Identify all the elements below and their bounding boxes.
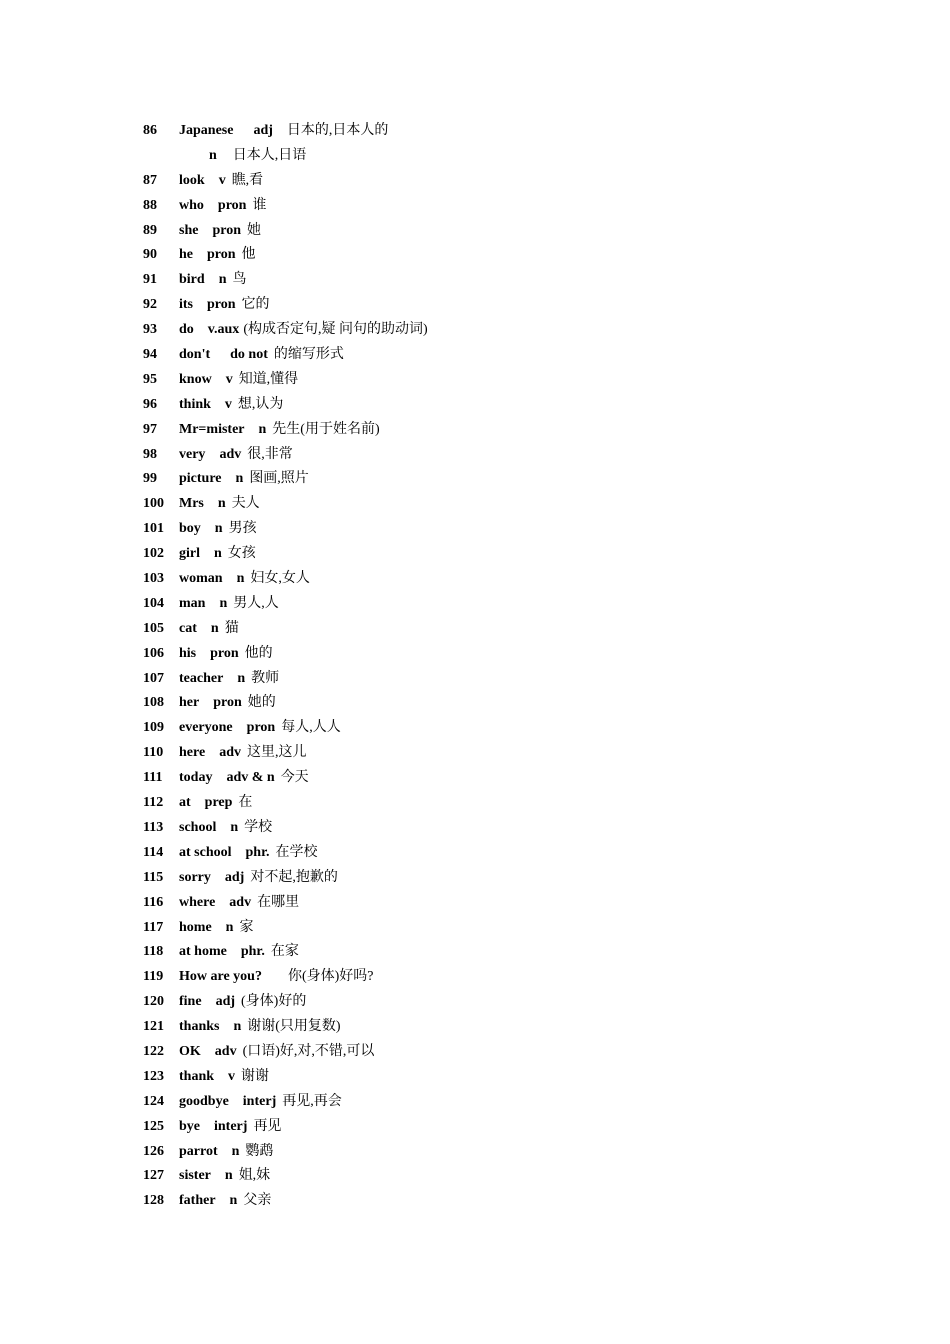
vocab-entry-continuation (143, 144, 923, 169)
vocab-entry (143, 1164, 923, 1189)
entry-word: at school (179, 844, 232, 860)
entry-part-of-speech: n (218, 272, 227, 288)
vocab-entry (143, 219, 923, 244)
vocab-entry (143, 318, 923, 343)
entry-word: very (179, 446, 206, 462)
vocab-entry (143, 990, 923, 1015)
entry-number: 90 (143, 247, 157, 263)
vocab-entry (143, 169, 923, 194)
entry-meaning: 想,认为 (237, 396, 284, 412)
entry-part-of-speech: n (219, 595, 228, 611)
entry-meaning: 谢谢(只用复数) (247, 1019, 341, 1035)
entry-number: 109 (143, 720, 164, 736)
vocab-entry (143, 194, 923, 219)
entry-word: its (179, 297, 193, 313)
entry-part-of-speech: adv (214, 1043, 237, 1059)
entry-number: 95 (143, 371, 157, 387)
entry-meaning: 猫 (224, 620, 239, 636)
entry-meaning: 很,非常 (247, 446, 293, 462)
entry-part-of-speech: prep (204, 795, 233, 811)
entry-part-of-speech: n (233, 1019, 242, 1035)
vocab-entry (143, 667, 923, 692)
entry-part-of-speech: n (217, 496, 226, 512)
entry-number: 100 (143, 496, 164, 512)
entry-word: home (179, 919, 212, 935)
vocab-entry (143, 1015, 923, 1040)
entry-number: 93 (143, 322, 157, 338)
entry-part-of-speech: v.aux (207, 322, 240, 338)
entry-part-of-speech: phr. (240, 944, 265, 960)
entry-word: at (179, 795, 191, 811)
entry-meaning: 她的 (247, 695, 276, 711)
vocab-entry (143, 268, 923, 293)
entry-meaning: 父亲 (243, 1193, 272, 1209)
vocab-entry (143, 940, 923, 965)
entry-word: thank (179, 1068, 215, 1084)
vocab-entry (143, 567, 923, 592)
entry-word: don't (179, 347, 211, 363)
entry-part-of-speech: n (237, 670, 246, 686)
entry-number: 114 (143, 844, 164, 860)
entry-part-of-speech: n (231, 1143, 240, 1159)
entry-meaning: 学校 (244, 819, 273, 835)
vocab-entry (143, 766, 923, 791)
vocab-entry (143, 916, 923, 941)
entry-part-of-speech: pron (217, 197, 247, 213)
entry-part-of-speech: n (229, 1193, 238, 1209)
vocab-entry (143, 443, 923, 468)
entry-word: know (179, 371, 212, 387)
entry-number: 89 (143, 222, 157, 238)
entry-part-of-speech: n (230, 819, 239, 835)
vocab-entry (143, 517, 923, 542)
vocabulary-list (143, 119, 923, 1214)
entry-part-of-speech: adv & n (226, 770, 275, 786)
vocab-entry (143, 542, 923, 567)
entry-number: 119 (143, 969, 164, 985)
entry-meaning: 今天 (280, 770, 309, 786)
entry-part-of-speech: n (209, 147, 217, 163)
entry-number: 124 (143, 1093, 164, 1109)
entry-number: 102 (143, 546, 164, 562)
vocab-entry (143, 393, 923, 418)
entry-part-of-speech: interj (214, 1118, 248, 1134)
entry-word: fine (179, 994, 202, 1010)
entry-meaning: 女孩 (227, 546, 256, 562)
entry-word: boy (179, 521, 201, 537)
entry-part-of-speech: v (224, 396, 232, 412)
entry-word: goodbye (179, 1093, 229, 1109)
entry-part-of-speech: adv (219, 446, 242, 462)
entry-part-of-speech: pron (207, 247, 236, 263)
entry-word: who (179, 197, 204, 213)
entry-number: 127 (143, 1168, 164, 1184)
vocab-entry (143, 1065, 923, 1090)
entry-word: today (179, 770, 213, 786)
entry-part-of-speech: n (225, 919, 234, 935)
entry-meaning: 他的 (244, 645, 273, 661)
entry-word: do (179, 322, 194, 338)
entry-number: 106 (143, 645, 164, 661)
entry-number: 92 (143, 297, 157, 313)
entry-meaning: 他 (241, 247, 256, 263)
entry-meaning: 的缩写形式 (273, 347, 344, 363)
entry-part-of-speech: do not (230, 347, 268, 363)
entry-part-of-speech: n (214, 521, 223, 537)
vocab-entry (143, 1090, 923, 1115)
vocab-entry (143, 243, 923, 268)
entry-word: sorry (179, 869, 211, 885)
entry-part-of-speech: interj (242, 1093, 277, 1109)
entry-word: he (179, 247, 193, 263)
entry-meaning: (构成否定句,疑 问句的助动词) (243, 322, 428, 338)
vocab-entry (143, 1140, 923, 1165)
vocab-entry (143, 716, 923, 741)
entry-number: 94 (143, 347, 157, 363)
entry-word: OK (179, 1043, 201, 1059)
entry-part-of-speech: n (224, 1168, 233, 1184)
entry-meaning: 在哪里 (257, 894, 300, 910)
vocab-entry (143, 1189, 923, 1214)
entry-meaning: 男人,人 (233, 595, 279, 611)
entry-meaning: 再见 (253, 1118, 282, 1134)
entry-part-of-speech: pron (207, 297, 236, 313)
vocab-entry (143, 841, 923, 866)
entry-meaning: 日本人,日语 (232, 147, 307, 163)
vocab-entry (143, 642, 923, 667)
vocab-entry (143, 119, 923, 144)
entry-part-of-speech: adj (224, 869, 245, 885)
vocab-entry (143, 816, 923, 841)
entry-part-of-speech: n (235, 471, 244, 487)
vocab-entry (143, 1040, 923, 1065)
entry-part-of-speech: n (236, 571, 245, 587)
vocab-entry (143, 343, 923, 368)
entry-number: 125 (143, 1118, 164, 1134)
entry-word: at home (179, 944, 227, 960)
vocab-entry (143, 592, 923, 617)
entry-word: thanks (179, 1019, 220, 1035)
entry-part-of-speech: n (214, 546, 222, 562)
entry-meaning: 教师 (251, 670, 280, 686)
entry-meaning: 家 (239, 919, 254, 935)
entry-meaning: 它的 (241, 297, 270, 313)
entry-meaning: (身体)好的 (241, 994, 307, 1010)
entry-part-of-speech: adv (219, 745, 241, 761)
entry-word: girl (179, 546, 200, 562)
entry-number: 120 (143, 994, 164, 1010)
entry-word: look (179, 172, 205, 188)
entry-meaning: 每人,人人 (281, 720, 341, 736)
entry-number: 122 (143, 1043, 164, 1059)
vocab-entry (143, 791, 923, 816)
entry-meaning: 这里,这儿 (246, 745, 307, 761)
entry-number: 101 (143, 521, 164, 537)
entry-part-of-speech: pron (212, 222, 241, 238)
entry-word: his (179, 645, 197, 661)
entry-word: Japanese (179, 123, 234, 138)
vocab-entry (143, 418, 923, 443)
entry-meaning: 男孩 (228, 521, 257, 537)
entry-word: sister (179, 1168, 211, 1184)
entry-meaning: 在 (238, 795, 253, 811)
vocab-entry (143, 492, 923, 517)
vocab-entry (143, 965, 923, 990)
entry-word: How are you? (179, 969, 262, 985)
entry-part-of-speech: adv (229, 894, 252, 910)
entry-meaning: 对不起,抱歉的 (250, 869, 338, 885)
entry-word: Mrs (179, 496, 204, 512)
entry-part-of-speech: n (210, 620, 219, 636)
entry-meaning: 妇女,女人 (250, 571, 310, 587)
entry-part-of-speech: adj (253, 123, 273, 138)
entry-meaning: 鸟 (232, 272, 247, 288)
entry-number: 86 (143, 123, 157, 138)
vocab-entry (143, 741, 923, 766)
entry-meaning: 先生(用于姓名前) (272, 421, 380, 437)
entry-part-of-speech: n (258, 421, 267, 437)
entry-word: woman (179, 571, 223, 587)
entry-number: 128 (143, 1193, 164, 1209)
entry-word: think (179, 396, 211, 412)
entry-number: 121 (143, 1019, 164, 1035)
entry-number: 111 (143, 770, 163, 786)
entry-number: 110 (143, 745, 164, 761)
entry-meaning: 谁 (252, 197, 267, 213)
entry-part-of-speech: pron (246, 720, 276, 736)
entry-number: 117 (143, 919, 164, 935)
entry-meaning: 夫人 (231, 496, 260, 512)
entry-number: 105 (143, 620, 164, 636)
entry-meaning: 瞧,看 (231, 172, 264, 188)
entry-word: where (179, 894, 216, 910)
vocab-entry (143, 467, 923, 492)
entry-part-of-speech: adj (215, 994, 236, 1010)
entry-part-of-speech: v (225, 371, 233, 387)
entry-meaning: 你(身体)好吗? (287, 969, 374, 985)
entry-word: bye (179, 1118, 200, 1134)
entry-number: 115 (143, 869, 164, 885)
entry-number: 113 (143, 819, 164, 835)
entry-part-of-speech: pron (210, 645, 239, 661)
entry-meaning: 谢谢 (241, 1068, 270, 1084)
entry-meaning: 鹦鹉 (245, 1143, 274, 1159)
entry-number: 97 (143, 421, 157, 437)
entry-number: 87 (143, 172, 157, 188)
vocab-entry (143, 617, 923, 642)
entry-number: 112 (143, 795, 164, 811)
entry-meaning: 图画,照片 (249, 471, 309, 487)
entry-word: she (179, 222, 199, 238)
entry-meaning: 姐,妹 (238, 1168, 271, 1184)
entry-meaning: (口语)好,对,不错,可以 (242, 1043, 375, 1059)
entry-word: cat (179, 620, 197, 636)
entry-meaning: 她 (247, 222, 261, 238)
entry-meaning: 在学校 (275, 844, 318, 860)
entry-word: everyone (179, 720, 233, 736)
entry-part-of-speech: v (218, 172, 226, 188)
entry-word: Mr=mister (179, 421, 245, 437)
entry-word: father (179, 1193, 216, 1209)
vocab-entry (143, 1115, 923, 1140)
entry-part-of-speech: pron (213, 695, 242, 711)
entry-number: 103 (143, 571, 164, 587)
vocab-entry (143, 891, 923, 916)
entry-number: 123 (143, 1068, 164, 1084)
entry-meaning: 再见,再会 (282, 1093, 342, 1109)
entry-word: parrot (179, 1143, 218, 1159)
entry-number: 116 (143, 894, 164, 910)
entry-word: her (179, 695, 200, 711)
vocab-entry (143, 691, 923, 716)
entry-word: teacher (179, 670, 224, 686)
entry-part-of-speech: v (228, 1068, 236, 1084)
entry-word: here (179, 745, 206, 761)
entry-number: 99 (143, 471, 157, 487)
entry-number: 108 (143, 695, 164, 711)
entry-part-of-speech: phr. (245, 844, 270, 860)
entry-number: 98 (143, 446, 157, 462)
entry-word: school (179, 819, 217, 835)
entry-meaning: 日本的,日本人的 (286, 123, 389, 138)
entry-word: picture (179, 471, 222, 487)
entry-number: 107 (143, 670, 164, 686)
vocab-entry (143, 368, 923, 393)
entry-number: 104 (143, 595, 164, 611)
entry-number: 118 (143, 944, 164, 960)
entry-meaning: 在家 (270, 944, 299, 960)
vocab-entry (143, 293, 923, 318)
vocab-entry (143, 866, 923, 891)
entry-word: man (179, 595, 206, 611)
entry-number: 91 (143, 272, 157, 288)
entry-word: bird (179, 272, 205, 288)
entry-meaning: 知道,懂得 (238, 371, 299, 387)
entry-number: 126 (143, 1143, 164, 1159)
entry-number: 96 (143, 396, 157, 412)
entry-number: 88 (143, 197, 157, 213)
